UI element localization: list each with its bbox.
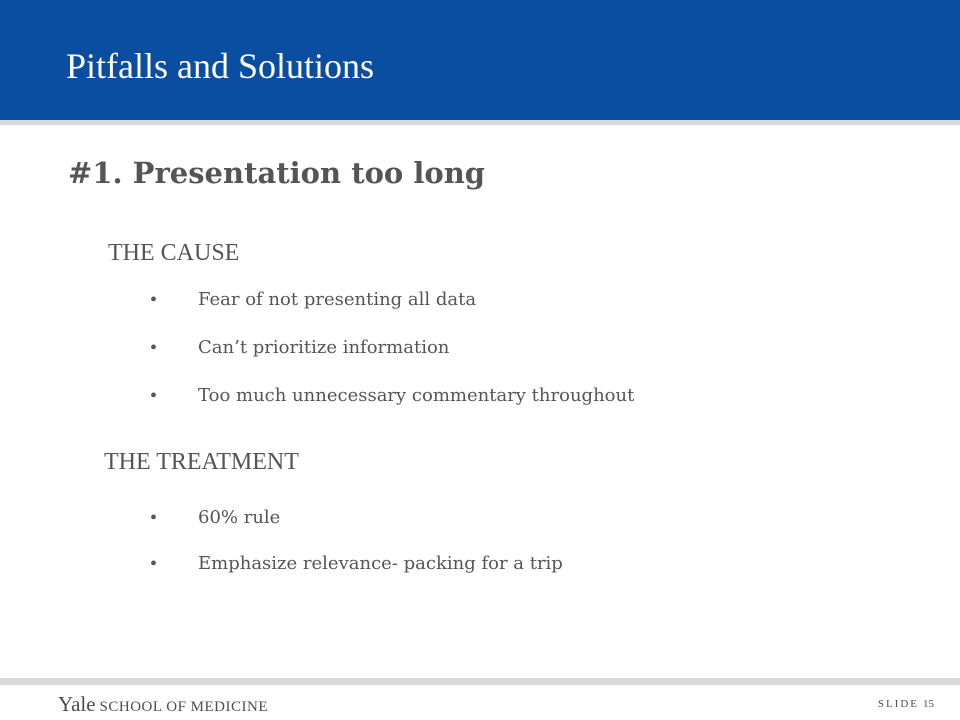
- logo-school: SCHOOL OF MEDICINE: [99, 699, 268, 715]
- cause-heading: THE CAUSE: [108, 240, 240, 266]
- bullet-dot: •: [150, 553, 158, 575]
- logo-yale: Yale: [58, 692, 96, 716]
- slide-title: Pitfalls and Solutions: [66, 46, 375, 86]
- yale-som-logo: [58, 692, 268, 719]
- footer-divider: [0, 678, 960, 685]
- bullet-dot: •: [150, 385, 158, 407]
- slide-label: SLIDE: [877, 698, 919, 710]
- treatment-item-text: Emphasize relevance- packing for a trip: [198, 553, 563, 574]
- cause-item-text: Fear of not presenting all data: [198, 289, 477, 310]
- slide-number: 15: [923, 698, 934, 710]
- slide-number-label: [878, 696, 934, 712]
- treatment-item-text: 60% rule: [198, 507, 281, 528]
- cause-item-text: Too much unnecessary commentary throughout: [198, 385, 635, 406]
- treatment-heading: THE TREATMENT: [104, 449, 299, 475]
- bullet-dot: •: [150, 337, 158, 359]
- bullet-dot: •: [150, 507, 158, 529]
- bullet-dot: •: [150, 289, 158, 311]
- slide-subtitle: #1. Presentation too long: [68, 156, 486, 190]
- cause-item-text: Can’t prioritize information: [198, 337, 450, 358]
- header-divider: [0, 120, 960, 125]
